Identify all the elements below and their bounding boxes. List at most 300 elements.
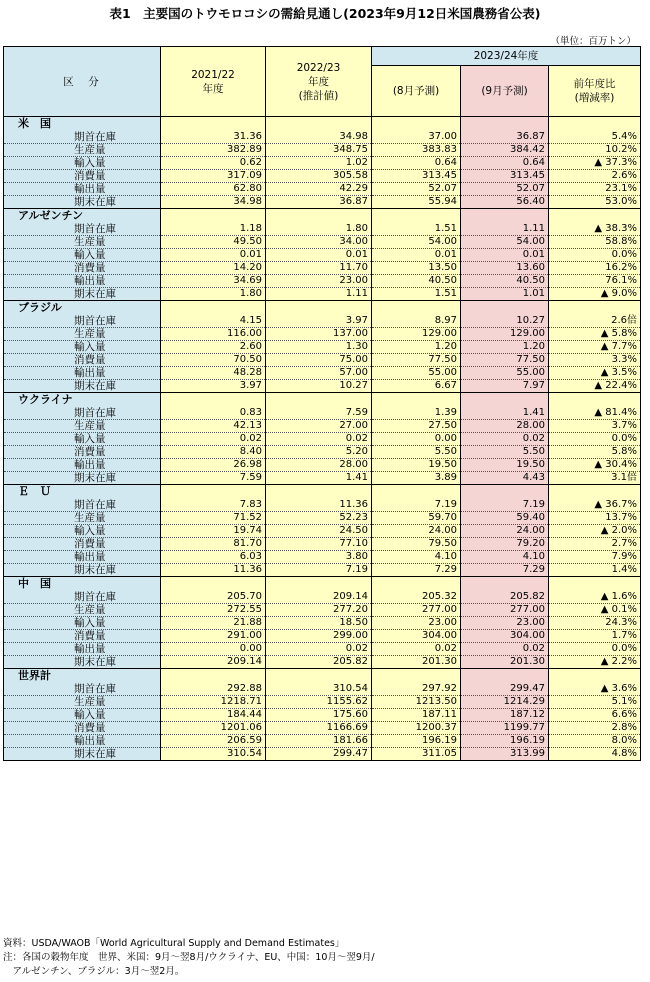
table-row — [4, 144, 641, 157]
value-aug-forecast: 6.67 — [372, 380, 461, 393]
table-row — [4, 643, 641, 656]
value-2022-23: 10.27 — [266, 380, 372, 393]
value-2022-23: 205.82 — [266, 656, 372, 669]
value-sep-forecast: 196.19 — [461, 735, 549, 748]
value-2022-23: 277.20 — [266, 604, 372, 617]
value-sep-forecast: 205.82 — [461, 591, 549, 604]
group-spacer-cell — [161, 117, 266, 132]
value-yoy-change: 3.7% — [549, 420, 641, 433]
value-aug-forecast: 4.10 — [372, 551, 461, 564]
value-2022-23: 209.14 — [266, 591, 372, 604]
crop-year-note-continued: アルゼンチン、ブラジル：3月～翌2月。 — [3, 966, 185, 977]
value-sep-forecast: 5.50 — [461, 446, 549, 459]
value-2021-22: 292.88 — [161, 683, 266, 696]
value-aug-forecast: 24.00 — [372, 525, 461, 538]
value-aug-forecast: 13.50 — [372, 262, 461, 275]
table-row — [4, 538, 641, 551]
value-2021-22: 291.00 — [161, 630, 266, 643]
row-label: 期首在庫 — [4, 683, 161, 696]
table-row — [4, 630, 641, 643]
value-2021-22: 70.50 — [161, 354, 266, 367]
row-label: 輸入量 — [4, 341, 161, 354]
value-2021-22: 116.00 — [161, 328, 266, 341]
table-row — [4, 380, 641, 393]
value-2022-23: 1166.69 — [266, 722, 372, 735]
value-sep-forecast: 313.45 — [461, 170, 549, 183]
row-label: 期末在庫 — [4, 656, 161, 669]
group-spacer-cell — [372, 393, 461, 408]
group-spacer-cell — [461, 485, 549, 500]
value-yoy-change: ▲ 1.6% — [549, 591, 641, 604]
value-2022-23: 0.02 — [266, 643, 372, 656]
value-aug-forecast: 7.19 — [372, 499, 461, 512]
value-aug-forecast: 1.51 — [372, 223, 461, 236]
group-row — [4, 301, 641, 316]
unit-label: （単位：百万トン） — [550, 36, 636, 47]
group-row — [4, 669, 641, 684]
group-spacer-cell — [266, 393, 372, 408]
table-row — [4, 262, 641, 275]
group-spacer-cell — [266, 117, 372, 132]
table-row — [4, 275, 641, 288]
value-sep-forecast: 4.10 — [461, 551, 549, 564]
row-label: 輸入量 — [4, 433, 161, 446]
value-yoy-change: ▲ 0.1% — [549, 604, 641, 617]
table-title: 表1 主要国のトウモロコシの需給見通し(2023年9月12日米国農務省公表) — [109, 6, 541, 21]
value-aug-forecast: 23.00 — [372, 617, 461, 630]
value-2022-23: 27.00 — [266, 420, 372, 433]
value-yoy-change: ▲ 7.7% — [549, 341, 641, 354]
value-yoy-change: 2.6倍 — [549, 315, 641, 328]
group-spacer-cell — [372, 577, 461, 592]
table-row — [4, 748, 641, 761]
value-aug-forecast: 311.05 — [372, 748, 461, 761]
value-aug-forecast: 3.89 — [372, 472, 461, 485]
value-2021-22: 1201.06 — [161, 722, 266, 735]
value-aug-forecast: 55.94 — [372, 196, 461, 209]
table-row — [4, 249, 641, 262]
value-yoy-change: 4.8% — [549, 748, 641, 761]
value-yoy-change: ▲ 2.0% — [549, 525, 641, 538]
value-yoy-change: ▲ 22.4% — [549, 380, 641, 393]
group-spacer-cell — [372, 669, 461, 684]
table-row — [4, 525, 641, 538]
value-2022-23: 34.00 — [266, 236, 372, 249]
group-spacer-cell — [549, 301, 641, 316]
row-label: 生産量 — [4, 696, 161, 709]
value-2021-22: 7.59 — [161, 472, 266, 485]
value-yoy-change: ▲ 30.4% — [549, 459, 641, 472]
value-yoy-change: 6.6% — [549, 709, 641, 722]
group-name: ウクライナ — [4, 393, 161, 408]
table-body — [4, 117, 641, 761]
group-spacer-cell — [161, 209, 266, 224]
table-row — [4, 499, 641, 512]
value-sep-forecast: 1199.77 — [461, 722, 549, 735]
group-spacer-cell — [372, 209, 461, 224]
value-aug-forecast: 205.32 — [372, 591, 461, 604]
row-label: 消費量 — [4, 170, 161, 183]
row-label: 期首在庫 — [4, 315, 161, 328]
group-spacer-cell — [161, 301, 266, 316]
value-yoy-change: 0.0% — [549, 249, 641, 262]
value-2021-22: 0.83 — [161, 407, 266, 420]
value-2022-23: 18.50 — [266, 617, 372, 630]
group-spacer-cell — [266, 577, 372, 592]
value-2021-22: 0.02 — [161, 433, 266, 446]
value-2021-22: 1218.71 — [161, 696, 266, 709]
value-aug-forecast: 0.02 — [372, 643, 461, 656]
header-september-forecast: (9月予測) — [461, 66, 549, 117]
value-2022-23: 52.23 — [266, 512, 372, 525]
value-2022-23: 24.50 — [266, 525, 372, 538]
value-2021-22: 19.74 — [161, 525, 266, 538]
value-2021-22: 7.83 — [161, 499, 266, 512]
row-label: 生産量 — [4, 512, 161, 525]
value-2022-23: 75.00 — [266, 354, 372, 367]
table-row — [4, 341, 641, 354]
value-2021-22: 8.40 — [161, 446, 266, 459]
value-2022-23: 3.97 — [266, 315, 372, 328]
value-yoy-change: 2.7% — [549, 538, 641, 551]
row-label: 輸出量 — [4, 367, 161, 380]
value-yoy-change: 1.7% — [549, 630, 641, 643]
value-aug-forecast: 1.20 — [372, 341, 461, 354]
group-spacer-cell — [461, 577, 549, 592]
value-sep-forecast: 79.20 — [461, 538, 549, 551]
value-yoy-change: ▲ 2.2% — [549, 656, 641, 669]
value-2021-22: 62.80 — [161, 183, 266, 196]
value-2021-22: 317.09 — [161, 170, 266, 183]
value-2021-22: 81.70 — [161, 538, 266, 551]
value-2021-22: 11.36 — [161, 564, 266, 577]
row-label: 生産量 — [4, 420, 161, 433]
table-row — [4, 512, 641, 525]
value-2022-23: 3.80 — [266, 551, 372, 564]
row-label: 期首在庫 — [4, 499, 161, 512]
group-row — [4, 485, 641, 500]
value-2022-23: 299.47 — [266, 748, 372, 761]
group-spacer-cell — [461, 301, 549, 316]
row-label: 輸出量 — [4, 735, 161, 748]
table-row — [4, 551, 641, 564]
table-row — [4, 183, 641, 196]
value-sep-forecast: 1214.29 — [461, 696, 549, 709]
value-yoy-change: 23.1% — [549, 183, 641, 196]
value-2021-22: 34.98 — [161, 196, 266, 209]
value-2021-22: 4.15 — [161, 315, 266, 328]
row-label: 輸出量 — [4, 183, 161, 196]
group-spacer-cell — [549, 209, 641, 224]
value-aug-forecast: 277.00 — [372, 604, 461, 617]
table-row — [4, 433, 641, 446]
value-2022-23: 137.00 — [266, 328, 372, 341]
group-spacer-cell — [266, 209, 372, 224]
group-spacer-cell — [266, 485, 372, 500]
table-row — [4, 407, 641, 420]
value-2021-22: 0.00 — [161, 643, 266, 656]
value-yoy-change: 5.4% — [549, 131, 641, 144]
value-aug-forecast: 40.50 — [372, 275, 461, 288]
header-2022-23: 2022/23 年度 (推計値) — [266, 47, 372, 117]
row-label: 輸出量 — [4, 643, 161, 656]
value-aug-forecast: 55.00 — [372, 367, 461, 380]
table-row — [4, 157, 641, 170]
group-name: 米 国 — [4, 117, 161, 132]
value-aug-forecast: 5.50 — [372, 446, 461, 459]
value-2021-22: 0.01 — [161, 249, 266, 262]
value-sep-forecast: 313.99 — [461, 748, 549, 761]
value-yoy-change: ▲ 36.7% — [549, 499, 641, 512]
value-aug-forecast: 313.45 — [372, 170, 461, 183]
value-aug-forecast: 1.39 — [372, 407, 461, 420]
value-sep-forecast: 0.64 — [461, 157, 549, 170]
value-2022-23: 5.20 — [266, 446, 372, 459]
value-sep-forecast: 0.02 — [461, 433, 549, 446]
value-2021-22: 34.69 — [161, 275, 266, 288]
group-spacer-cell — [549, 117, 641, 132]
group-spacer-cell — [161, 393, 266, 408]
value-yoy-change: 5.8% — [549, 446, 641, 459]
value-sep-forecast: 28.00 — [461, 420, 549, 433]
row-label: 期末在庫 — [4, 288, 161, 301]
row-label: 生産量 — [4, 328, 161, 341]
table-row — [4, 709, 641, 722]
value-yoy-change: 8.0% — [549, 735, 641, 748]
row-label: 期末在庫 — [4, 380, 161, 393]
row-label: 輸入量 — [4, 525, 161, 538]
value-sep-forecast: 7.97 — [461, 380, 549, 393]
value-sep-forecast: 4.43 — [461, 472, 549, 485]
value-2022-23: 7.59 — [266, 407, 372, 420]
value-sep-forecast: 10.27 — [461, 315, 549, 328]
row-label: 輸入量 — [4, 709, 161, 722]
row-label: 期首在庫 — [4, 223, 161, 236]
group-spacer-cell — [372, 301, 461, 316]
value-sep-forecast: 201.30 — [461, 656, 549, 669]
row-label: 期末在庫 — [4, 748, 161, 761]
row-label: 期首在庫 — [4, 591, 161, 604]
value-sep-forecast: 0.02 — [461, 643, 549, 656]
header-division: 区 分 — [4, 47, 161, 117]
value-2022-23: 36.87 — [266, 196, 372, 209]
value-yoy-change: 13.7% — [549, 512, 641, 525]
row-label: 輸入量 — [4, 249, 161, 262]
table-row — [4, 354, 641, 367]
value-aug-forecast: 54.00 — [372, 236, 461, 249]
group-name: Ｅ Ｕ — [4, 485, 161, 500]
value-aug-forecast: 304.00 — [372, 630, 461, 643]
table-row — [4, 328, 641, 341]
value-yoy-change: ▲ 3.5% — [549, 367, 641, 380]
source-note: 資料：USDA/WAOB「World Agricultural Supply and Demand Estimates」 — [3, 938, 345, 949]
value-yoy-change: ▲ 38.3% — [549, 223, 641, 236]
value-yoy-change: 53.0% — [549, 196, 641, 209]
value-2021-22: 1.80 — [161, 288, 266, 301]
value-2022-23: 181.66 — [266, 735, 372, 748]
value-2022-23: 1.11 — [266, 288, 372, 301]
row-label: 生産量 — [4, 604, 161, 617]
group-name: アルゼンチン — [4, 209, 161, 224]
value-aug-forecast: 1200.37 — [372, 722, 461, 735]
value-2021-22: 0.62 — [161, 157, 266, 170]
group-spacer-cell — [161, 485, 266, 500]
row-label: 消費量 — [4, 538, 161, 551]
value-sep-forecast: 52.07 — [461, 183, 549, 196]
value-yoy-change: 3.1倍 — [549, 472, 641, 485]
value-sep-forecast: 55.00 — [461, 367, 549, 380]
value-2022-23: 28.00 — [266, 459, 372, 472]
value-sep-forecast: 1.20 — [461, 341, 549, 354]
value-aug-forecast: 0.64 — [372, 157, 461, 170]
group-spacer-cell — [549, 577, 641, 592]
row-label: 輸入量 — [4, 157, 161, 170]
value-aug-forecast: 79.50 — [372, 538, 461, 551]
value-aug-forecast: 201.30 — [372, 656, 461, 669]
group-spacer-cell — [549, 485, 641, 500]
value-aug-forecast: 7.29 — [372, 564, 461, 577]
value-aug-forecast: 187.11 — [372, 709, 461, 722]
row-label: 期末在庫 — [4, 196, 161, 209]
group-row — [4, 209, 641, 224]
header-2023-24-group: 2023/24年度 — [372, 47, 641, 66]
supply-demand-table — [3, 46, 641, 761]
value-2022-23: 34.98 — [266, 131, 372, 144]
value-yoy-change: 16.2% — [549, 262, 641, 275]
value-aug-forecast: 297.92 — [372, 683, 461, 696]
table-row — [4, 446, 641, 459]
value-yoy-change: 58.8% — [549, 236, 641, 249]
value-2022-23: 310.54 — [266, 683, 372, 696]
value-yoy-change: 0.0% — [549, 643, 641, 656]
value-2021-22: 382.89 — [161, 144, 266, 157]
value-sep-forecast: 77.50 — [461, 354, 549, 367]
value-sep-forecast: 1.41 — [461, 407, 549, 420]
value-2022-23: 1.30 — [266, 341, 372, 354]
group-spacer-cell — [461, 209, 549, 224]
header-yoy-change: 前年度比 (増減率) — [549, 66, 641, 117]
value-aug-forecast: 19.50 — [372, 459, 461, 472]
value-2022-23: 0.01 — [266, 249, 372, 262]
value-2022-23: 1.80 — [266, 223, 372, 236]
row-label: 輸入量 — [4, 617, 161, 630]
value-2021-22: 48.28 — [161, 367, 266, 380]
value-2022-23: 348.75 — [266, 144, 372, 157]
value-sep-forecast: 13.60 — [461, 262, 549, 275]
table-row — [4, 223, 641, 236]
header-august-forecast: (8月予測) — [372, 66, 461, 117]
table-row — [4, 236, 641, 249]
table-row — [4, 472, 641, 485]
value-sep-forecast: 0.01 — [461, 249, 549, 262]
value-2021-22: 310.54 — [161, 748, 266, 761]
value-aug-forecast: 383.83 — [372, 144, 461, 157]
group-spacer-cell — [461, 117, 549, 132]
group-spacer-cell — [461, 669, 549, 684]
group-spacer-cell — [161, 577, 266, 592]
group-name: 中 国 — [4, 577, 161, 592]
table-row — [4, 288, 641, 301]
value-sep-forecast: 7.19 — [461, 499, 549, 512]
value-aug-forecast: 8.97 — [372, 315, 461, 328]
value-yoy-change: 24.3% — [549, 617, 641, 630]
value-yoy-change: 1.4% — [549, 564, 641, 577]
group-row — [4, 117, 641, 132]
value-sep-forecast: 40.50 — [461, 275, 549, 288]
value-yoy-change: ▲ 3.6% — [549, 683, 641, 696]
value-2022-23: 0.02 — [266, 433, 372, 446]
value-2021-22: 1.18 — [161, 223, 266, 236]
value-sep-forecast: 23.00 — [461, 617, 549, 630]
value-2022-23: 305.58 — [266, 170, 372, 183]
table-row — [4, 617, 641, 630]
value-sep-forecast: 129.00 — [461, 328, 549, 341]
table-row — [4, 459, 641, 472]
value-aug-forecast: 52.07 — [372, 183, 461, 196]
value-2022-23: 11.70 — [266, 262, 372, 275]
value-aug-forecast: 196.19 — [372, 735, 461, 748]
value-sep-forecast: 299.47 — [461, 683, 549, 696]
value-yoy-change: 0.0% — [549, 433, 641, 446]
value-yoy-change: 7.9% — [549, 551, 641, 564]
row-label: 輸出量 — [4, 459, 161, 472]
row-label: 輸出量 — [4, 551, 161, 564]
value-2022-23: 1155.62 — [266, 696, 372, 709]
group-spacer-cell — [266, 669, 372, 684]
value-yoy-change: 5.1% — [549, 696, 641, 709]
table-row — [4, 735, 641, 748]
value-2021-22: 31.36 — [161, 131, 266, 144]
crop-year-note: 注：各国の穀物年度 世界、米国：9月～翌8月/ウクライナ、EU、中国：10月～翌9月/ — [3, 952, 375, 963]
value-sep-forecast: 36.87 — [461, 131, 549, 144]
value-sep-forecast: 54.00 — [461, 236, 549, 249]
value-2022-23: 7.19 — [266, 564, 372, 577]
group-spacer-cell — [372, 117, 461, 132]
value-2021-22: 209.14 — [161, 656, 266, 669]
value-aug-forecast: 0.00 — [372, 433, 461, 446]
notes — [3, 937, 375, 979]
value-yoy-change: ▲ 37.3% — [549, 157, 641, 170]
value-aug-forecast: 59.70 — [372, 512, 461, 525]
value-yoy-change: ▲ 5.8% — [549, 328, 641, 341]
value-sep-forecast: 19.50 — [461, 459, 549, 472]
value-sep-forecast: 1.11 — [461, 223, 549, 236]
value-aug-forecast: 0.01 — [372, 249, 461, 262]
value-2022-23: 1.02 — [266, 157, 372, 170]
value-aug-forecast: 1213.50 — [372, 696, 461, 709]
group-spacer-cell — [549, 669, 641, 684]
value-2021-22: 26.98 — [161, 459, 266, 472]
value-sep-forecast: 24.00 — [461, 525, 549, 538]
row-label: 消費量 — [4, 262, 161, 275]
row-label: 期末在庫 — [4, 472, 161, 485]
value-2022-23: 299.00 — [266, 630, 372, 643]
table-row — [4, 656, 641, 669]
value-2021-22: 184.44 — [161, 709, 266, 722]
row-label: 消費量 — [4, 722, 161, 735]
group-spacer-cell — [549, 393, 641, 408]
value-yoy-change: 3.3% — [549, 354, 641, 367]
value-sep-forecast: 1.01 — [461, 288, 549, 301]
table-row — [4, 591, 641, 604]
table-row — [4, 131, 641, 144]
table-row — [4, 722, 641, 735]
value-sep-forecast: 277.00 — [461, 604, 549, 617]
row-label: 生産量 — [4, 236, 161, 249]
value-sep-forecast: 59.40 — [461, 512, 549, 525]
value-sep-forecast: 384.42 — [461, 144, 549, 157]
value-sep-forecast: 56.40 — [461, 196, 549, 209]
